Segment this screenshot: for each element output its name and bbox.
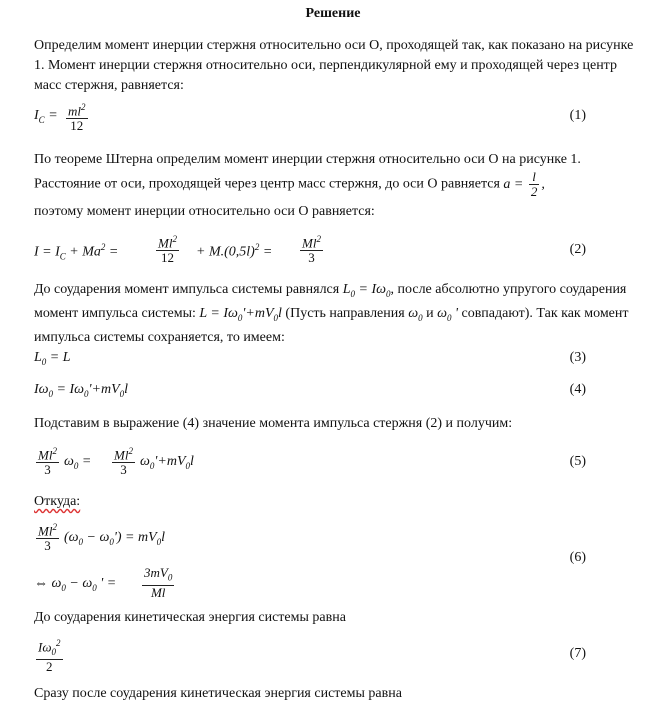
equation-7: $\frac{I\omega_0^2}{2}$ (7) <box>38 638 586 674</box>
paragraph-3: До соударения момент импульса системы равнялся $L_0 = I\omega_0$, после абсолютно упругого соударения момент импульса системы: $L = I\omega_0'+mV_0l$ (Пусть направления $\omega_0$ и $\omega_0$ ' совпадают). Так как момент импульса системы сохраняется, то имеем: <box>34 282 629 345</box>
paragraph-5: Откуда: <box>34 494 81 509</box>
paragraph-2: По теореме Штерна определим момент инерции стержня относительно оси О на рисунке 1. Расстояние от оси, проходящей через центр масс стержня, до оси О равняется a = $\frac{l}{2}$ , <box>34 152 581 199</box>
equation-number-2: (2) <box>569 242 586 257</box>
paragraph-6: До соударения кинетическая энергия системы равна <box>34 610 346 625</box>
equation-number-3: (3) <box>569 350 586 365</box>
equation-number-6: (6) <box>569 550 586 565</box>
page-title: Решение <box>305 6 361 21</box>
equation-3: $L_0 = L$ (3) <box>34 350 586 367</box>
equation-4: $I\omega_0 = I\omega_0'+mV_0l$ (4) <box>34 382 586 399</box>
equation-6: $\frac{Ml^2}{3}$ $(\omega_0 - \omega_0') = mV_0l$ ⇔ $\omega_0 - \omega_0$ ' = $\frac{3mV_0}{Ml}$ (6) <box>34 522 586 600</box>
equation-2: $I = I_C + Ma^2$ = $\frac{Ml^2}{12}$ + $M.(0,5l)^2$ = $\frac{Ml^2}{3}$ (2) <box>34 234 586 266</box>
paragraph-4: Подставим в выражение (4) значение момента импульса стержня (2) и получим: <box>34 416 513 431</box>
equation-number-7: (7) <box>569 646 586 661</box>
paragraph-7: Сразу после соударения кинетическая энергия системы равна <box>34 686 402 701</box>
paragraph-1: Определим момент инерции стержня относительно оси О, проходящей так, как показано на рисунке 1. Момент инерции стержня относительно оси, перпендикулярной ему и проходящей через центр масс стержня, равняется: <box>34 38 634 93</box>
paragraph-2b: поэтому момент инерции относительно оси О равняется: <box>34 204 375 219</box>
equation-number-1: (1) <box>569 108 586 123</box>
equation-number-5: (5) <box>569 454 586 469</box>
equation-1: $I_C$ = $\frac{ml^2}{12}$ (1) <box>34 102 586 134</box>
equation-5: $\frac{Ml^2}{3}$ $\omega_0$ = $\frac{Ml^2}{3}$ $\omega_0'+mV_0l$ (5) <box>38 446 586 478</box>
equation-number-4: (4) <box>569 382 586 397</box>
